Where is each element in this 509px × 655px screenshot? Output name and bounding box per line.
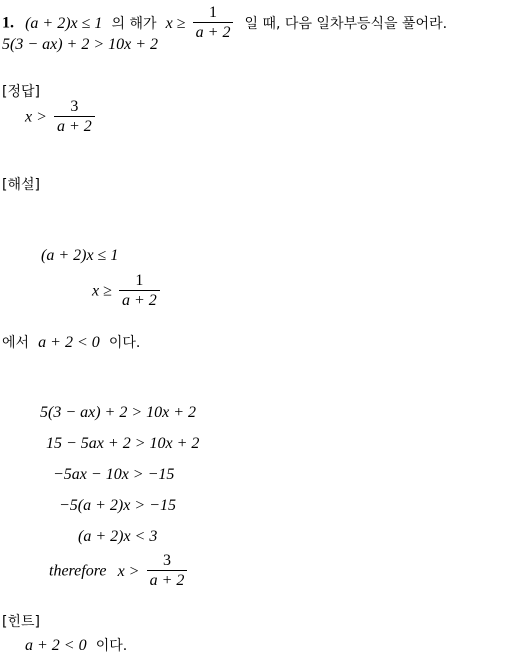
answer-label: [정답] [2,84,40,100]
solution-label: [해설] [2,177,40,193]
condition-lhs: x ≥ [165,14,186,32]
solution-step2 [92,272,162,310]
problem-text-mid: 의 해가 [111,15,157,32]
given-inequality: (a + 2)x ≤ 1 [25,14,103,32]
solution-line-4: −5(a + 2)x > −15 [59,497,176,514]
final-numerator: 3 [162,552,171,569]
answer-expression [25,98,97,136]
hint-text [25,635,127,655]
solution-final [49,552,189,590]
solution-line-3: −5ax − 10x > −15 [53,466,175,483]
step2-numerator: 1 [135,272,144,289]
note-suffix: 이다. [108,335,141,351]
condition-fraction [193,4,234,42]
target-inequality: 5(3 − ax) + 2 > 10x + 2 [2,36,159,53]
answer-denominator: a + 2 [54,116,95,136]
final-denominator: a + 2 [147,570,188,590]
final-prefix: therefore [49,562,107,580]
condition-denominator: a + 2 [193,22,234,42]
solution-note [2,332,140,352]
note-prefix: 에서 [2,335,30,351]
answer-lhs: x > [25,108,47,126]
answer-fraction [54,98,95,136]
solution-line-2: 15 − 5ax + 2 > 10x + 2 [46,435,200,452]
step2-lhs: x ≥ [92,282,112,300]
final-fraction [147,552,188,590]
final-lhs: x > [117,562,140,580]
note-math: a + 2 < 0 [38,334,100,351]
hint-math: a + 2 < 0 [25,637,87,654]
answer-numerator: 3 [70,98,79,115]
hint-suffix: 이다. [95,638,128,654]
condition-numerator: 1 [209,4,218,21]
step2-denominator: a + 2 [119,290,160,310]
hint-label: [힌트] [2,614,40,630]
solution-line-1: 5(3 − ax) + 2 > 10x + 2 [40,404,197,421]
problem-number: 1. [2,14,14,32]
solution-step1: (a + 2)x ≤ 1 [41,247,119,264]
problem-text-end: 일 때, 다음 일차부등식을 풀어라. [244,15,448,32]
step2-fraction [119,272,160,310]
solution-line-5: (a + 2)x < 3 [78,528,158,545]
